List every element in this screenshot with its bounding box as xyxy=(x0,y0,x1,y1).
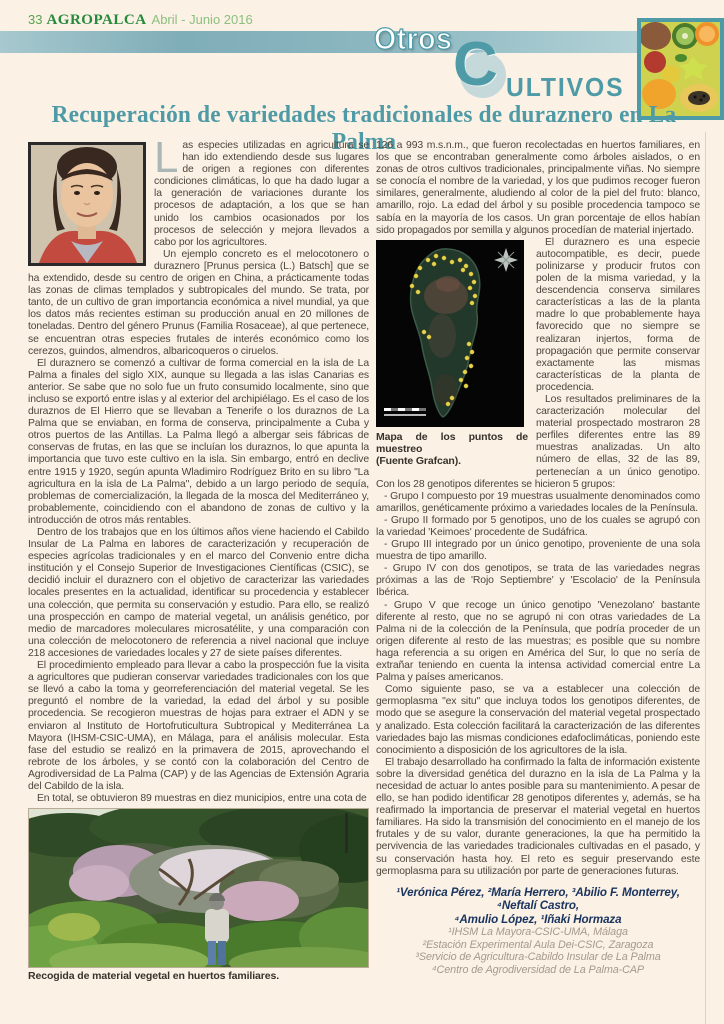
sampling-map-svg xyxy=(376,240,524,427)
genotype-groups-list xyxy=(376,491,700,685)
paragraph: Las especies utilizadas en agricultura se han ido extendiendo desde sus lugares de origen a regiones con diferentes condiciones climáticas, lo que ha dado lugar a la generación de variaciones durante los procesos de adaptación, a los que se han unido los cambios ocasionados por los procesos de selección y mejora llevados a cabo por los agricultores. xyxy=(154,133,369,248)
affiliation-line: ³Servicio de Agricultura-Cabildo Insular de La Palma xyxy=(415,951,661,964)
paragraph: Un ejemplo concreto es el melocotonero o duraznero [Prunus persica (L.) Batsch] que se ha extendido, desde su centro de origen en China, a prácticamente todas las zonas de climas templados y subtropicales del mundo. Se trata, por tanto, de un cultivo de gran importancia económica a nivel mundial, ya que los datos más recientes estiman su producción anual en 20 millones de toneladas. Dentro del género Prunus (Familia Rosaceae), al que pertenece, se encuentran otras especies frutales de interés económico como los cerezos, guindos, almendros, albaricoqueros o ciruelos. xyxy=(28,248,369,357)
masthead xyxy=(28,12,253,29)
author-names-line: ⁴Amulio López, ¹Iñaki Hormaza xyxy=(454,912,622,926)
photo-caption: Recogida de material vegetal en huertos familiares. xyxy=(28,970,280,983)
issue-date: Abril - Junio 2016 xyxy=(151,12,253,27)
paragraph: Dentro de los trabajos que en los últimos años viene haciendo el Cabildo Insular de La Palma en labores de caracterización y recuperación de especies agrícolas tradicionales y en el marco del Convenio entre dicha institución y el Consejo Superior de Investigaciones Científicas (CSIC), se decidió incluir el duraznero con el objetivo de caracterizar las variedades locales presentes en la actualidad, identificar su procedencia y establecer una colección, que permita su conservación y estudio. Para ello, se realizó una prospección en campo de material vegetal, un análisis genético, por medio de marcadores moleculares microsatélite, y una comparación con una colección de melocotonero de referencia a nivel nacional que incluye 218 accesiones de variedades locales y 27 de siete países diferentes. xyxy=(28,527,369,659)
column-left xyxy=(28,133,369,983)
section-title-cultivos: ULTIVOS xyxy=(506,72,625,102)
section-title-otros: Otros xyxy=(374,21,453,56)
group-item: - Grupo IV con dos genotipos, se trata de las variedades negras próximas a las de 'Rojo Septiembre' y 'Escolacio' de la Península Ibérica. xyxy=(376,563,700,599)
drop-cap: L xyxy=(154,133,179,182)
affiliation-line: ²Estación Experimental Aula Dei-CSIC, Zaragoza xyxy=(422,938,654,951)
page-title: Recuperación de variedades tradicionales de duraznero en La Palma xyxy=(51,102,677,155)
paragraph: El duraznero se comenzó a cultivar de forma comercial en la isla de La Palma a finales del siglo XIX, aunque su llegada a las islas Canarias es anterior. Se sabe que no solo fue un fruto consumido localmente, sino que incluso se exportó entre islas y al exterior del archipiélago. Es el caso de los duraznos de El Hierro que se llevaban a Tenerife o los duraznos de La Palma que se enviaban, en forma de conserva, principalmente a Cuba y otros puertos de las Antillas. La Palma llegó a albergar seis fábricas de conservas de frutas, en las que se incluían los duraznos, lo que apunta la importancia que tuvo este cultivo en la isla. Sin embargo, entró en declive entre 1915 y 1920, según apunta Wladimiro Rodríguez Brito en su libro "La agricultura en la isla de La Palma", debido a un largo periodo de sequía, problemas de comercialización, la llegada de la mosca del Mediterráneo y, probablemente, coincidiendo con el abandono de zonas de cultivo y la introducción de otros más rentables. xyxy=(28,357,369,526)
section-band xyxy=(0,31,724,53)
sampling-map-image xyxy=(376,240,524,427)
paragraph: Los resultados preliminares de la caracterización molecular del material prospectado mostraron 28 perfiles diferentes entre las 89 muestras analizadas. Un alto número de ellas, 32 de las 89, pertenecían a un único genotipo. Con los 28 genotipos diferentes se hicieron 5 grupos: xyxy=(376,393,700,490)
group-item: - Grupo I compuesto por 19 muestras usualmente denominados como amarillos, genéticamente próximo a variedades locales de la Península. xyxy=(376,490,700,514)
paragraph: El procedimiento empleado para llevar a cabo la prospección fue la visita a agricultores que pudieran conservar variedades tradicionales con los que se llevó a cabo la toma y georreferenciación del material vegetal. Se les preguntó el nombre de la variedad, la edad del árbol y su posible procedencia. Se recogieron muestras de hojas para extraer el ADN y se enviaron al Instituto de Hortofruticultura Subtropical y Mediterránea La Mayora (IHSM-CSIC-UMA), en Málaga, para el análisis molecular. Esta fase del estudio se realizó en la primavera de 2015, aprovechando el rebrote de los árboles, y se contó con la colaboración del Centro de Agrodiversidad de La Palma (CAP) y de las Agencias de Extensión Agraria del Cabildo de la isla. xyxy=(28,660,369,792)
column-right xyxy=(376,140,700,977)
paragraph: El duraznero es una especie autocompatible, es decir, puede polinizarse y producir frutos con polen de la misma variedad, y la descendencia conserva similares características a las de la planta madre lo que probablemente haya favorecido que no siempre se realizaran injertos, forma de propagación que permite conservar exactamente las mismas características de la planta de procedencia. xyxy=(536,236,700,393)
affiliation-line: ⁴Centro de Agrodiversidad de La Palma-CAP xyxy=(431,964,645,976)
section-letter-c: C xyxy=(453,30,498,99)
magazine-name: AGROPALCA xyxy=(46,12,147,28)
sampling-map-figure xyxy=(376,240,528,467)
paragraph: En total, se obtuvieron 89 muestras en diez municipios, entre una cota de xyxy=(37,793,367,805)
group-item: - Grupo II formado por 5 genotipos, uno de los cuales se agrupó con la variedad 'Keimoes' procedente de Sudáfrica. xyxy=(376,514,700,538)
paragraph: Como siguiente paso, se va a establecer una colección de germoplasma "ex situ" que incluya todos los genotipos diferentes, de modo que se asegure la conservación del material vegetal prospectado y analizado. Esta colección facilitará la caracterización de las diferentes variedades bajo las mismas condiciones edafoclimáticas, poniendo este conocimiento a disposición de los agricultores de la isla. xyxy=(376,684,700,756)
page-edge-line xyxy=(705,132,706,1024)
authors-block xyxy=(376,886,700,977)
author-names-line: ¹Verónica Pérez, ²María Herrero, ³Abilio F. Monterrey, ⁴Neftalí Castro, xyxy=(396,885,680,913)
issue-number: 33 xyxy=(28,12,43,27)
group-item: - Grupo V que recoge un único genotipo 'Venezolano' bastante diferente al resto, que no se agrupó ni con otras variedades de La Palma ni de la colección de la Península, que podría proceder de un origen diferente al resto de las muestras; es posible que su nombre haga referencia a su origen en América del Sur, lo que no sería de extrañar teniendo en cuenta la intensa actividad comercial entre La Palma y países americanos. xyxy=(376,599,700,684)
paragraph: El trabajo desarrollado ha confirmado la falta de información existente sobre la diversidad genética del durazno en la isla de La Palma y la necesidad de actuar lo antes posible para su mantenimiento. A pesar de ello, se han podido identificar 28 genotipos diferentes y, además, se ha reafirmado la importancia de preservar el material vegetal en huertos familiares. Ha sido la transmisión del conocimiento en el manejo de los frutales y de su valor, durante generaciones, la que ha permitido la pervivencia de las variedades tradicionales cultivadas en el pasado, y su conservación hasta hoy. El reto es seguir preservando este germoplasma para su utilización por parte de generaciones futuras. xyxy=(376,756,700,877)
affiliation-line: ¹IHSM La Mayora-CSIC-UMA, Málaga xyxy=(448,926,628,939)
map-caption: Mapa de los puntos de muestreo (Fuente Grafcan). xyxy=(376,430,528,467)
author-portrait-photo xyxy=(28,142,146,266)
orchard-photo-image xyxy=(29,809,368,967)
group-item: - Grupo III integrado por un único genotipo, proveniente de una sola muestra de tipo amarillo. xyxy=(376,539,700,563)
orchard-photo xyxy=(28,808,369,968)
author-portrait-image xyxy=(31,145,143,263)
paragraph: 126 a 993 m.s.n.m., que fueron recolectadas en huertos familiares, en los que se encontraban generalmente como árboles aislados, o en zonas de otros cultivos tradicionales, principalmente viñas. No siempre se conocía el nombre de la variedad, y los que pudimos recoger fueron similares, generalmente, aludiendo al color de la piel del fruto: blanco, amarillo, rojo. La edad del árbol y su posible procedencia tampoco se sabía en la mayoría de los casos. Un gran porcentaje de ellos habían sido propagados por semilla y algunos procedían de material injertado. xyxy=(376,140,700,236)
